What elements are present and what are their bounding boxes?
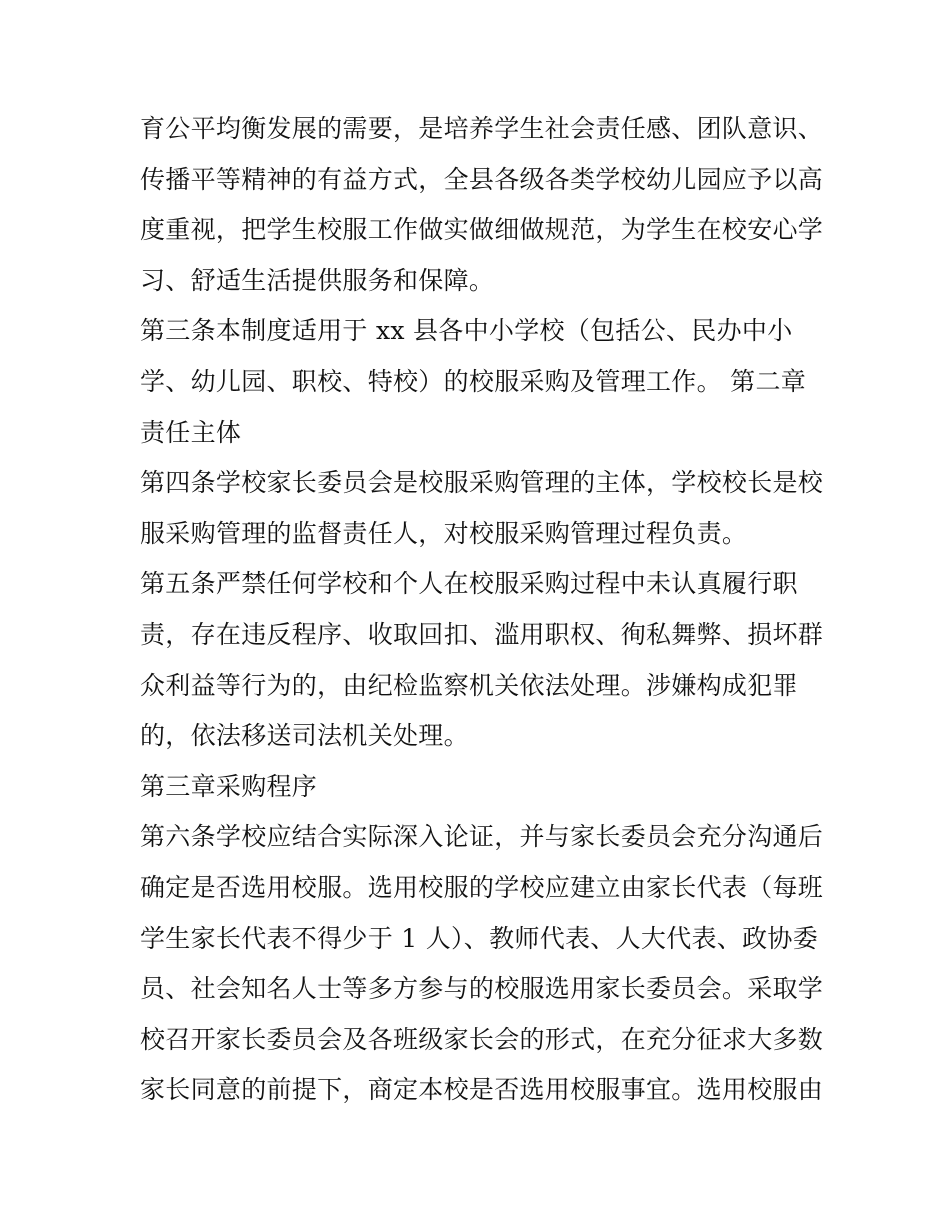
text-line: 众利益等行为的，由纪检监察机关依法处理。涉嫌构成犯罪 (140, 670, 798, 700)
article-3-line: 第三条本制度适用于 xx 县各中小学校（包括公、民办中小 (140, 316, 793, 346)
chapter-2-heading: 责任主体 (140, 417, 242, 447)
text-line: 家长同意的前提下，商定本校是否选用校服事宜。选用校服由 (140, 1075, 824, 1105)
article-5-line: 第五条严禁任何学校和个人在校服采购过程中未认真履行职 (140, 569, 798, 599)
article-6-line: 第六条学校应结合实际深入论证，并与家长委员会充分沟通后 (140, 822, 824, 852)
text-line: 的，依法移送司法机关处理。 (140, 721, 469, 751)
text-line: 服采购管理的监督责任人，对校服采购管理过程负责。 (140, 518, 748, 548)
text-line: 学、幼儿园、职校、特校）的校服采购及管理工作。 第二章 (140, 366, 807, 396)
article-4-line: 第四条学校家长委员会是校服采购管理的主体，学校校长是校 (140, 468, 824, 498)
text-line: 学生家长代表不得少于 1 人）、教师代表、人大代表、政协委 (140, 923, 819, 953)
text-line: 责，存在违反程序、收取回扣、滥用职权、徇私舞弊、损坏群 (140, 619, 824, 649)
chapter-3-heading: 第三章采购程序 (140, 771, 318, 801)
body-text (140, 104, 830, 1116)
text-line: 度重视，把学生校服工作做实做细做规范，为学生在校安心学 (140, 215, 824, 245)
text-line: 传播平等精神的有益方式，全县各级各类学校幼儿园应予以高 (140, 164, 824, 194)
text-line: 育公平均衡发展的需要，是培养学生社会责任感、团队意识、 (140, 114, 824, 143)
text-line: 员、社会知名人士等多方参与的校服选用家长委员会。采取学 (140, 974, 824, 1004)
text-line: 校召开家长委员会及各班级家长会的形式，在充分征求大多数 (140, 1024, 824, 1054)
text-line: 习、舒适生活提供服务和保障。 (140, 265, 495, 295)
text-line: 确定是否选用校服。选用校服的学校应建立由家长代表（每班 (140, 872, 824, 902)
